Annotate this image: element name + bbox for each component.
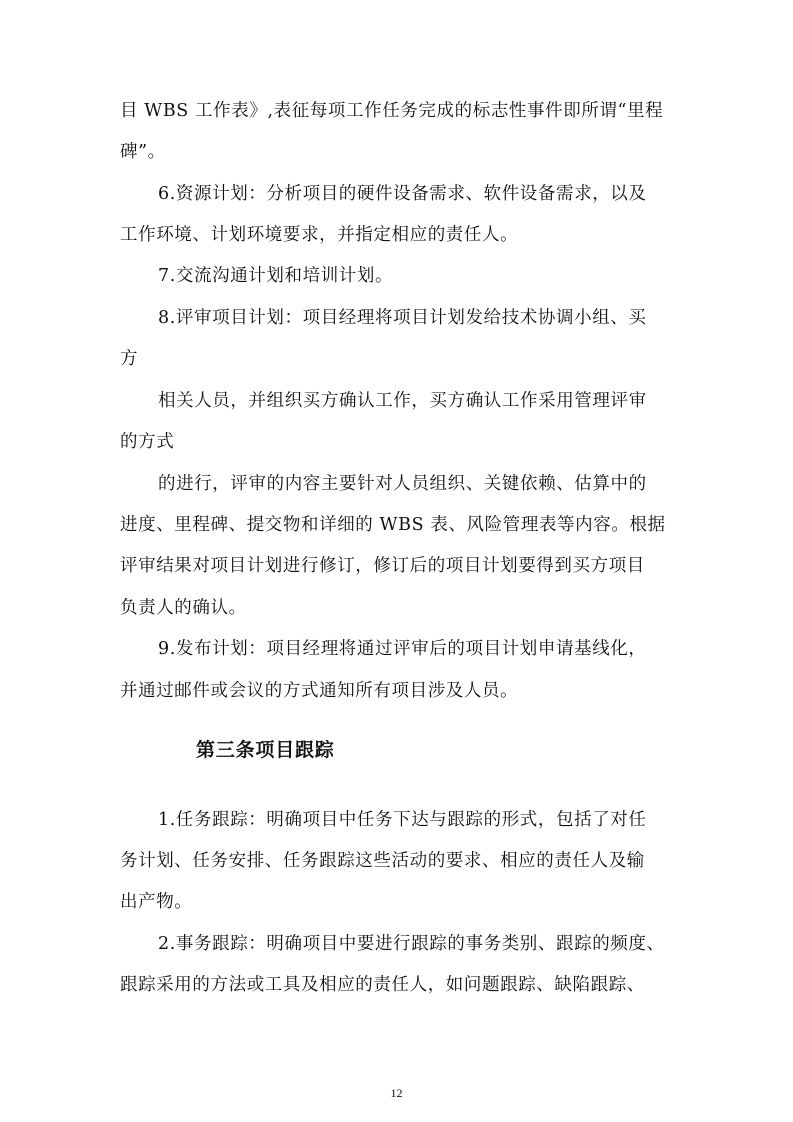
body-line: 9.发布计划：项目经理将通过评审后的项目计划申请基线化， xyxy=(158,639,647,659)
section-heading: 第三条项目跟踪 xyxy=(196,739,335,761)
body-line: 跟踪采用的方法或工具及相应的责任人，如问题跟踪、缺陷跟踪、 xyxy=(120,975,645,995)
body-line: 评审结果对项目计划进行修订，修订后的项目计划要得到买方项目 xyxy=(120,556,645,576)
body-line: 6.资源计划：分析项目的硬件设备需求、软件设备需求，以及 xyxy=(158,184,647,204)
body-line: 8.评审项目计划：项目经理将项目计划发给技术协调小组、买 xyxy=(158,308,647,328)
body-line: 进度、里程碑、提交物和详细的 WBS 表、风险管理表等内容。根据 xyxy=(120,515,666,535)
body-line: 相关人员，并组织买方确认工作，买方确认工作采用管理评审 xyxy=(158,391,647,411)
body-line: 2.事务跟踪：明确项目中要进行跟踪的事务类别、跟踪的频度、 xyxy=(158,934,665,954)
body-line: 出产物。 xyxy=(120,892,193,912)
body-line: 1.任务跟踪：明确项目中任务下达与跟踪的形式，包括了对任 xyxy=(158,810,647,830)
body-line: 的方式 xyxy=(120,432,175,452)
body-line: 负责人的确认。 xyxy=(120,598,247,618)
body-line: 务计划、任务安排、任务跟踪这些活动的要求、相应的责任人及输 xyxy=(120,851,645,871)
body-line: 目 WBS 工作表》,表征每项工作任务完成的标志性事件即所谓“里程 xyxy=(120,101,664,121)
body-line: 的进行，评审的内容主要针对人员组织、关键依赖、估算中的 xyxy=(158,474,647,494)
body-line: 碑”。 xyxy=(120,142,166,162)
body-line: 7.交流沟通计划和培训计划。 xyxy=(158,266,394,286)
body-line: 并通过邮件或会议的方式通知所有项目涉及人员。 xyxy=(120,681,519,701)
page-number: 12 xyxy=(390,1086,403,1100)
body-line: 方 xyxy=(120,349,139,369)
body-line: 工作环境、计划环境要求，并指定相应的责任人。 xyxy=(120,225,519,245)
